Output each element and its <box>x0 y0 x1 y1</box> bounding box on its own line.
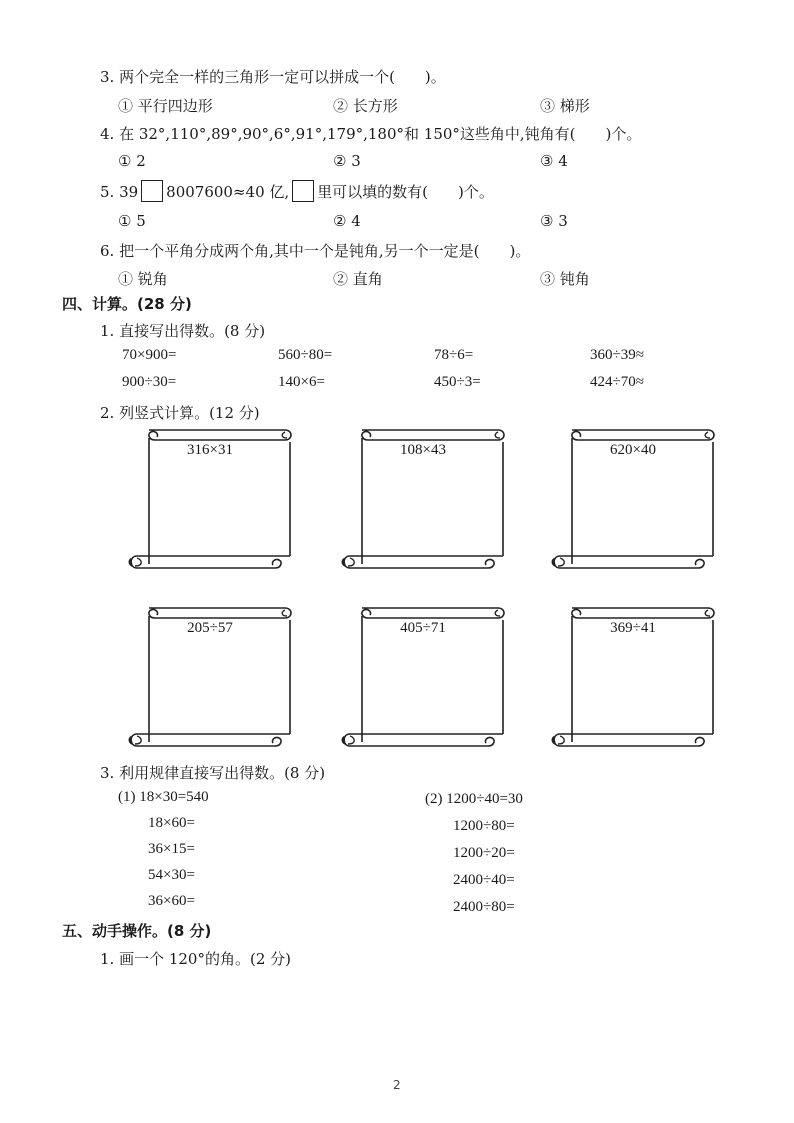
vertical-calc-frame[interactable] <box>548 424 718 574</box>
question-3-option-2[interactable]: ② 长方形 <box>333 97 398 115</box>
question-5-option-2[interactable]: ② 4 <box>333 212 361 230</box>
oral-calc-item[interactable]: 424÷70≈ <box>590 374 644 390</box>
pattern-right-item[interactable]: (2) 1200÷40=30 <box>425 791 523 807</box>
question-6-option-3[interactable]: ③ 钝角 <box>540 270 590 288</box>
question-6-option-1[interactable]: ① 锐角 <box>118 270 168 288</box>
pattern-left-item[interactable]: 36×15= <box>148 841 195 857</box>
blank-box[interactable] <box>292 180 314 202</box>
question-5-option-1[interactable]: ① 5 <box>118 212 146 230</box>
vertical-calc-frame[interactable] <box>338 602 508 752</box>
question-4-option-1[interactable]: ① 2 <box>118 152 146 170</box>
section-4-title: 四、计算。(28 分) <box>62 295 192 313</box>
question-5-option-3[interactable]: ③ 3 <box>540 212 568 230</box>
question-5-stem-start: 5. 39 <box>100 183 139 201</box>
oral-calc-item[interactable]: 450÷3= <box>434 374 481 390</box>
pattern-left-item[interactable]: (1) 18×30=540 <box>118 789 209 805</box>
vertical-calc-expression: 620×40 <box>610 442 656 458</box>
section-5-q1-title: 1. 画一个 120°的角。(2 分) <box>100 950 291 968</box>
question-4-option-2[interactable]: ② 3 <box>333 152 361 170</box>
oral-calc-item[interactable]: 360÷39≈ <box>590 347 644 363</box>
section-5-title: 五、动手操作。(8 分) <box>62 922 212 940</box>
question-4-stem: 4. 在 32°,110°,89°,90°,6°,91°,179°,180°和 150°这些角中,钝角有( )个。 <box>100 125 642 143</box>
pattern-right-item[interactable]: 1200÷80= <box>453 818 515 834</box>
vertical-calc-expression: 369÷41 <box>610 620 656 636</box>
pattern-left-item[interactable]: 54×30= <box>148 867 195 883</box>
vertical-calc-expression: 316×31 <box>187 442 233 458</box>
vertical-calc-expression: 205÷57 <box>187 620 233 636</box>
question-5-stem-end: 里可以填的数有( )个。 <box>317 183 494 201</box>
pattern-left-item[interactable]: 36×60= <box>148 893 195 909</box>
question-3-option-3[interactable]: ③ 梯形 <box>540 97 590 115</box>
oral-calc-item[interactable]: 78÷6= <box>434 347 474 363</box>
vertical-calc-frame[interactable] <box>548 602 718 752</box>
vertical-calc-frame[interactable] <box>125 424 295 574</box>
section-4-q1-title: 1. 直接写出得数。(8 分) <box>100 322 266 340</box>
blank-box[interactable] <box>141 180 163 202</box>
vertical-calc-expression: 405÷71 <box>400 620 446 636</box>
pattern-right-item[interactable]: 2400÷40= <box>453 872 515 888</box>
question-5-stem-middle: 8007600≈40 亿, <box>166 183 290 201</box>
section-4-q2-title: 2. 列竖式计算。(12 分) <box>100 404 260 422</box>
pattern-right-item[interactable]: 2400÷80= <box>453 899 515 915</box>
question-4-option-3[interactable]: ③ 4 <box>540 152 568 170</box>
question-6-option-2[interactable]: ② 直角 <box>333 270 383 288</box>
oral-calc-item[interactable]: 900÷30= <box>122 374 177 390</box>
oral-calc-item[interactable]: 140×6= <box>278 374 325 390</box>
pattern-left-item[interactable]: 18×60= <box>148 815 195 831</box>
oral-calc-item[interactable]: 70×900= <box>122 347 177 363</box>
vertical-calc-expression: 108×43 <box>400 442 446 458</box>
question-5-stem <box>100 180 494 202</box>
question-6-stem: 6. 把一个平角分成两个角,其中一个是钝角,另一个一定是( )。 <box>100 242 531 260</box>
question-3-option-1[interactable]: ① 平行四边形 <box>118 97 213 115</box>
section-4-q3-title: 3. 利用规律直接写出得数。(8 分) <box>100 764 326 782</box>
question-3-stem: 3. 两个完全一样的三角形一定可以拼成一个( )。 <box>100 68 446 86</box>
vertical-calc-frame[interactable] <box>338 424 508 574</box>
pattern-right-item[interactable]: 1200÷20= <box>453 845 515 861</box>
oral-calc-item[interactable]: 560÷80= <box>278 347 333 363</box>
vertical-calc-frame[interactable] <box>125 602 295 752</box>
page-number: 2 <box>393 1078 401 1092</box>
